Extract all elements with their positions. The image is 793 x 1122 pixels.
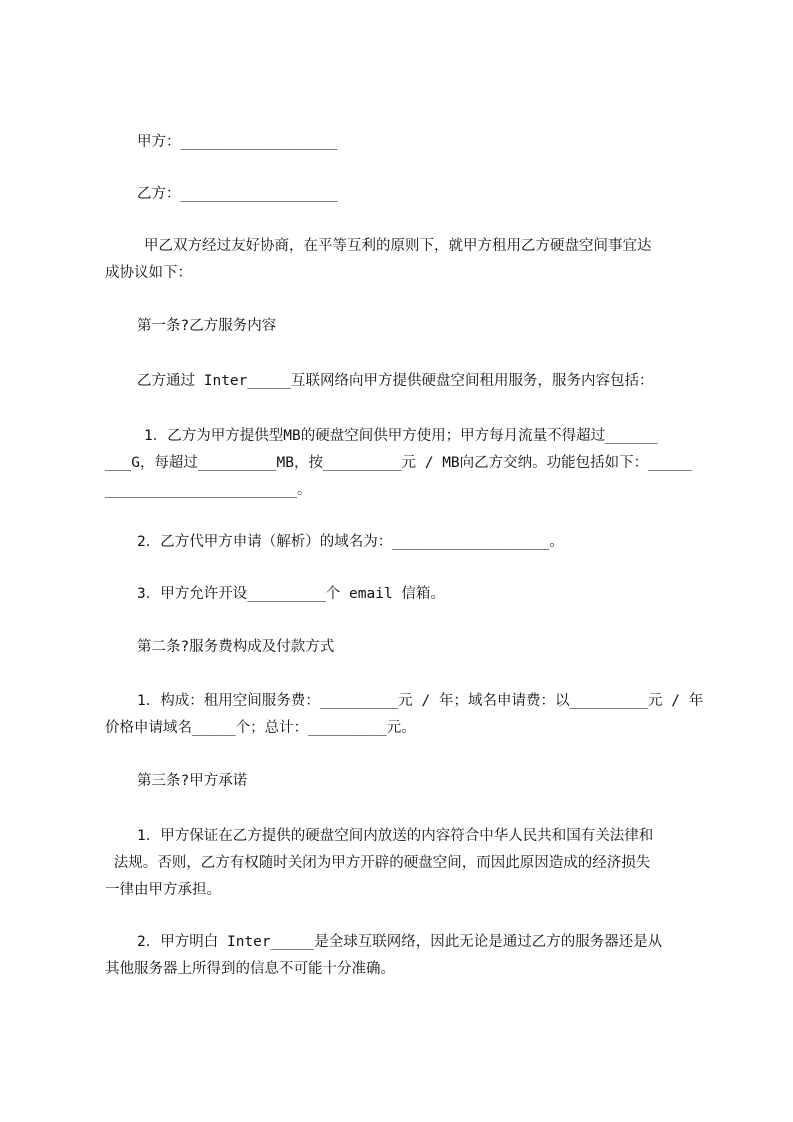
article-3-item-2-line-1: 2．甲方明白 Inter_____是全球互联网络，因此无论是通过乙方的服务器还是从: [137, 934, 663, 950]
article-2-item-1-line-2: 价格申请域名_____个；总计：_________元。: [105, 720, 416, 736]
article-3-item-1-line-1: 1．甲方保证在乙方提供的硬盘空间内放送的内容符合中华人民共和国有关法律和: [137, 828, 654, 844]
article-1-intro: 乙方通过 Inter_____互联网络向甲方提供硬盘空间租用服务，服务内容包括：: [137, 373, 654, 389]
article-1-title: 第一条?乙方服务内容: [137, 318, 277, 334]
article-1-item-3: 3．甲方允许开设_________个 email 信箱。: [137, 586, 445, 602]
article-1-item-1-line-3: ______________________。: [105, 482, 312, 498]
party-b-line: 乙方：__________________: [137, 186, 338, 202]
party-a-line: 甲方：__________________: [137, 134, 338, 150]
article-3-item-2-line-2: 其他服务器上所得到的信息不可能十分准确。: [105, 961, 395, 977]
article-3-item-1-line-2: 法规。否则，乙方有权随时关闭为甲方开辟的硬盘空间，而因此原因造成的经济损失: [105, 855, 651, 871]
article-2-item-1-line-1: 1．构成：租用空间服务费：_________元 / 年；域名申请费：以_________元 / 年: [137, 693, 704, 709]
intro-paragraph-line-2: 成协议如下：: [105, 265, 192, 281]
intro-paragraph-line-1: 甲乙双方经过友好协商，在平等互利的原则下，就甲方租用乙方硬盘空间事宜达: [144, 238, 652, 254]
article-1-item-2: 2．乙方代甲方申请（解析）的域名为：__________________。: [137, 534, 564, 550]
article-3-title: 第三条?甲方承诺: [137, 773, 248, 789]
article-3-item-1-line-3: 一律由甲方承担。: [105, 882, 221, 898]
article-2-title: 第二条?服务费构成及付款方式: [137, 639, 335, 655]
article-1-item-1-line-1: 1．乙方为甲方提供型MB的硬盘空间供甲方使用；甲方每月流量不得超过______: [144, 428, 658, 444]
article-1-item-1-line-2: ___G，每超过_________MB，按_________元 / MB向乙方交纳。功能包括如下：_____: [105, 455, 692, 471]
